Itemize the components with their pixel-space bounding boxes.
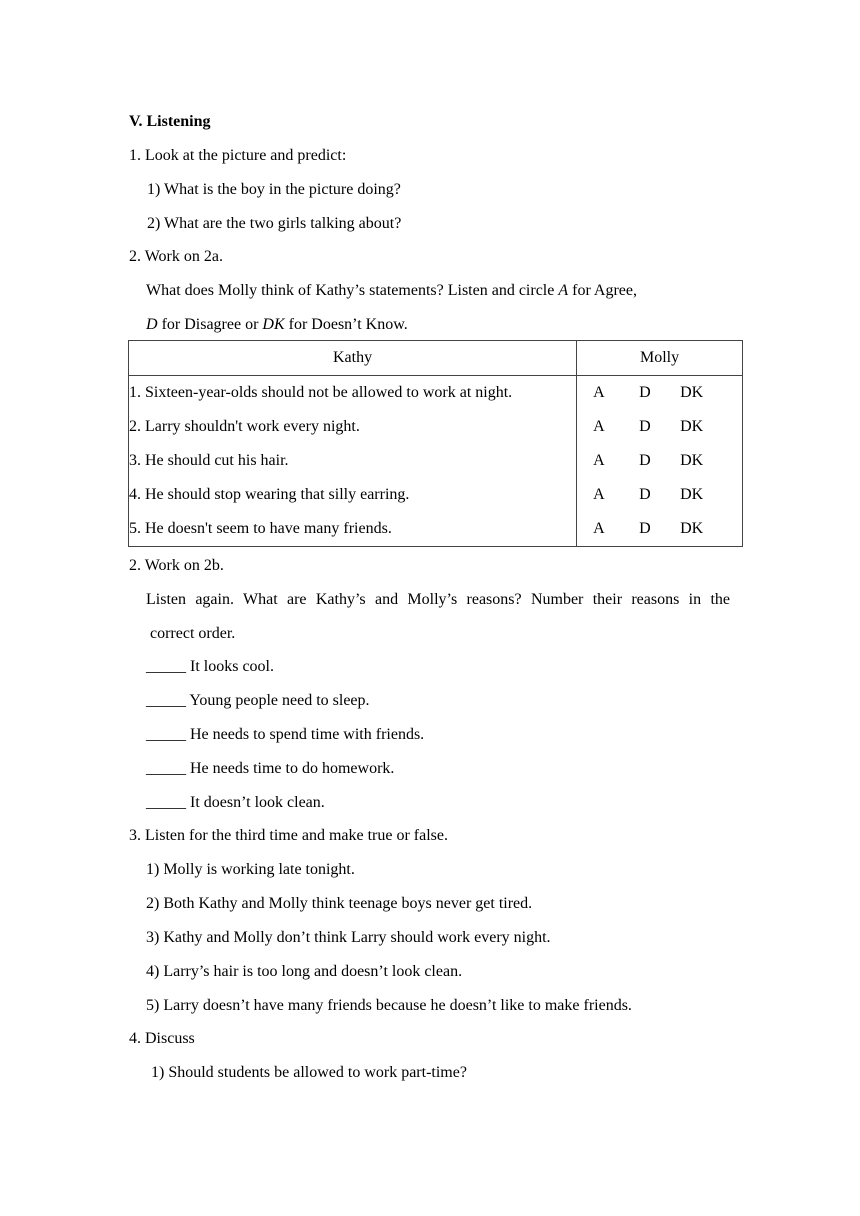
reason-item: _____ He needs to spend time with friends. <box>146 726 425 743</box>
question-1-heading: 1. Look at the picture and predict: <box>129 147 347 164</box>
true-false-item: 3) Kathy and Molly don’t think Larry should work every night. <box>146 929 551 946</box>
question-2b-heading: 2. Work on 2b. <box>129 557 224 574</box>
table-row <box>129 410 743 444</box>
question-2a-heading: 2. Work on 2a. <box>129 248 223 265</box>
question-2a-instruction-cont: D for Disagree or DK for Doesn’t Know. <box>146 316 408 333</box>
statements-table <box>128 340 743 547</box>
statement-cell: 3. He should cut his hair. <box>129 444 577 478</box>
statement-cell: 4. He should stop wearing that silly earring. <box>129 478 577 512</box>
statement-cell: 2. Larry shouldn't work every night. <box>129 410 577 444</box>
statement-cell: 5. He doesn't seem to have many friends. <box>129 512 577 547</box>
reason-item: _____ It looks cool. <box>146 658 274 675</box>
reason-item: _____ Young people need to sleep. <box>146 692 370 709</box>
true-false-item: 4) Larry’s hair is too long and doesn’t look clean. <box>146 963 463 980</box>
option-dont-know[interactable]: DK <box>680 452 704 469</box>
question-2b-instruction-cont: correct order. <box>150 625 236 642</box>
option-agree[interactable]: A <box>593 418 605 435</box>
option-group <box>577 486 742 504</box>
reason-item: _____ It doesn’t look clean. <box>146 794 325 811</box>
option-agree[interactable]: A <box>593 384 605 401</box>
header-molly: Molly <box>577 341 743 376</box>
option-agree[interactable]: A <box>593 486 605 503</box>
true-false-item: 1) Molly is working late tonight. <box>146 861 355 878</box>
question-3-heading: 3. Listen for the third time and make true or false. <box>129 827 449 844</box>
option-dont-know[interactable]: DK <box>680 418 704 435</box>
option-dont-know[interactable]: DK <box>680 486 704 503</box>
option-disagree[interactable]: D <box>639 520 651 537</box>
reason-item: _____ He needs time to do homework. <box>146 760 395 777</box>
option-group <box>577 520 742 538</box>
question-2a-instruction: What does Molly think of Kathy’s statements? Listen and circle A for Agree, <box>146 282 637 299</box>
statement-cell: 1. Sixteen-year-olds should not be allowed to work at night. <box>129 376 577 411</box>
discuss-item: 1) Should students be allowed to work part-time? <box>151 1064 467 1081</box>
table-header-row <box>129 341 743 376</box>
option-disagree[interactable]: D <box>639 384 651 401</box>
option-agree[interactable]: A <box>593 452 605 469</box>
true-false-item: 5) Larry doesn’t have many friends because he doesn’t like to make friends. <box>146 997 632 1014</box>
question-1-item: 2) What are the two girls talking about? <box>147 215 402 232</box>
question-2b-instruction: Listen again. What are Kathy’s and Molly’s reasons? Number their reasons in the <box>146 591 730 608</box>
true-false-item: 2) Both Kathy and Molly think teenage boys never get tired. <box>146 895 533 912</box>
option-disagree[interactable]: D <box>639 452 651 469</box>
option-agree[interactable]: A <box>593 520 605 537</box>
table-row <box>129 478 743 512</box>
option-dont-know[interactable]: DK <box>680 520 704 537</box>
option-disagree[interactable]: D <box>639 486 651 503</box>
section-title: V. Listening <box>129 113 211 130</box>
header-kathy: Kathy <box>129 341 577 376</box>
question-4-heading: 4. Discuss <box>129 1030 195 1047</box>
option-group <box>577 384 742 402</box>
option-dont-know[interactable]: DK <box>680 384 704 401</box>
table-row <box>129 444 743 478</box>
option-group <box>577 418 742 436</box>
table-row <box>129 512 743 547</box>
table-row <box>129 376 743 411</box>
question-1-item: 1) What is the boy in the picture doing? <box>147 181 401 198</box>
option-disagree[interactable]: D <box>639 418 651 435</box>
option-group <box>577 452 742 470</box>
